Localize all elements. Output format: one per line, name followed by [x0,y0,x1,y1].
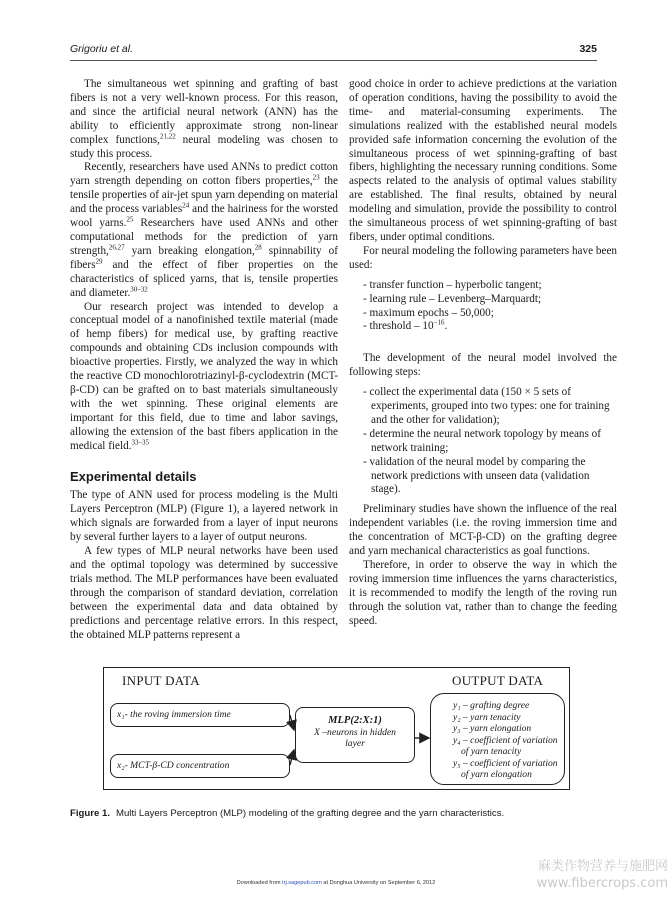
citation-ref[interactable]: 28 [254,243,262,252]
list-item: - validation of the neural model by comparing the network predictions with unseen data (validation stage). [363,455,590,496]
mlp-line: X –neurons in hidden [314,726,396,738]
paragraph: Recently, researchers have used ANNs to predict cotton yarn strength depending on cotton fibers properties,$^{23}$ the tensile properties of air-jet spun yarn depending on material and the process variables$^{24}$ and the hairiness for the worsted wool yarns.$^{25}$ Researchers have used ANNs and other computational methods for the prediction of yarn strength,$^{26,27}$ yarn breaking elongation,$^{28}$ spinnability of fibers$^{29}$ and the effect of fiber properties on the characteristics of spliced yarns, that is, tensile properties and diameter.$^{30-32}$ [70,161,339,299]
list-item: - learning rule – Levenberg–Marquardt; [363,292,542,305]
paragraph: Preliminary studies have shown the influence of the real independent variables (i.e. the roving immersion time and the concentration of MCT-β-CD) on the grafting degree and yarn mechanical characteristics as goal functions. [349,503,617,558]
section-heading: Experimental details [70,469,197,485]
steps-list [363,386,617,497]
list-item: - transfer function – hyperbolic tangent; [363,278,542,291]
citation-ref[interactable]: 30–32 [130,284,148,293]
citation-ref[interactable]: 21,22 [159,131,176,140]
list-item: - maximum epochs – 50,000; [363,306,494,319]
header-divider [70,60,597,61]
parameter-list [363,279,617,335]
input-data-title: INPUT DATA [122,673,200,688]
paragraph: Our research project was intended to develop a conceptual model of a nanofinished textile material (made of hemp fibers) for medical use, by grafting reactive compounds and obtaining CDs inclusion compounds with bioactive properties. Firstly, we analyzed the way in which the reactive CD monochlorotriazinyl-β-cyclodextrin (MCT-β-CD) can be grafted on to bast materials simultaneously with the wet spinning. These original elements are important for this field, due to time and labor savings, allowing the extension of the bast fibers application in the medical field.$^{33-35}$ [70,300,338,452]
paragraph: The type of ANN used for process modeling is the Multi Layers Perceptron (MLP) (Figure 1), a layered network in which signals are forwarded from a layer of input neurons by several further layers to a layer of output neurons. [70,489,338,544]
caption-text: Multi Layers Perceptron (MLP) modeling of the grafting degree and the yarn characteristics. [115,808,505,819]
figure-caption [70,808,504,819]
output-item: of yarn tenacity [461,746,522,757]
paragraph: The development of the neural model involved the following steps: [349,352,617,379]
arrow-input1-to-mlp [290,715,294,730]
output-data-title: OUTPUT DATA [452,673,544,688]
citation-ref[interactable]: 25 [126,215,134,224]
page-number: 325 [579,43,597,55]
output-item: of yarn elongation [461,769,532,780]
left-column [70,78,338,642]
right-column [349,78,617,629]
paragraph: A few types of MLP neural networks have been used and the optimal topology was determined by successive trials method. The MLP performances have been evaluated through the comparison of standard deviation, correlation between the experimental data and data obtained by predictions and percentage relative errors. In this respect, the obtained MLP patterns represent a [70,545,338,641]
output-item: y₂ – yarn tenacity [453,711,521,723]
list-item: - threshold – $10^{-16}$. [363,318,448,333]
figure-1-diagram [103,667,570,790]
citation-ref[interactable]: 23 [312,173,320,182]
footer-link[interactable]: trj.sagepub.com [282,880,322,886]
site-watermark [523,858,668,892]
output-item: y₁ – grafting degree [453,700,530,711]
mlp-title: MLP(2:X:1) [328,715,382,726]
output-box [430,693,565,785]
input-box-immersion-time: x₁- the roving immersion time [110,703,290,727]
citation-ref[interactable]: 29 [95,257,103,266]
list-item: - determine the neural network topology by means of network training; [363,427,601,454]
arrow-input2-to-mlp [290,750,294,765]
citation-ref[interactable]: 26,27 [108,243,125,252]
running-head-author: Grigoriu et al. [70,43,134,55]
output-item: y₅ – coefficient of variation [453,757,558,769]
citation-ref[interactable]: 24 [182,201,190,210]
citation-ref[interactable]: 33–35 [131,437,150,446]
mlp-line: layer [345,738,365,749]
paragraph: Therefore, in order to observe the way in which the roving immersion time influences the yarns characteristics, it is recommended to modify the length of the roving run through the solution vat, rather than to change the feeding speed. [349,559,617,627]
watermark-line: 麻类作物营养与施肥网 [537,859,668,874]
paragraph: good choice in order to achieve predictions at the variation of operation conditions, having the possibility to avoid the time- and material-consuming experiments. The simulations realized with the established neural models provided safe information concerning the evolution of the simultaneous process of wet spinning-grafting of bast fibers, highlighting the necessary running conditions. Some aspects related to the analysis of optimal values stability are established. The final results, obtained by neural modeling and simulation, provide the possibility to control the simultaneous process of wet spinning-grafting of bast fibers, under optimal conditions. [349,78,617,243]
list-item: - collect the experimental data (150 × 5 sets of experiments, grouped into two types: one for training and the other for validation); [363,386,610,426]
paragraph: For neural modeling the following parameters have been used: [349,244,617,271]
mlp-box [295,707,415,763]
output-item: y₄ – coefficient of variation [453,734,558,746]
download-footer: Downloaded from trj.sagepub.com at Donghua University on September 6, 2012 [236,880,436,886]
paragraph: The simultaneous wet spinning and grafting of bast fibers is not a very well-known process. For this reason, and since the artificial neural network (ANN) has the ability to efficiently approximate strong non-linear complex functions,$^{21,22}$ neural modeling was chosen to study this process. [70,78,338,160]
output-item: y₃ – yarn elongation [453,723,532,734]
caption-label: Figure 1. [70,808,110,819]
input-box-concentration: x₂- MCT-β-CD concentration [110,754,290,778]
watermark-line: www.fibercrops.com [536,876,668,891]
